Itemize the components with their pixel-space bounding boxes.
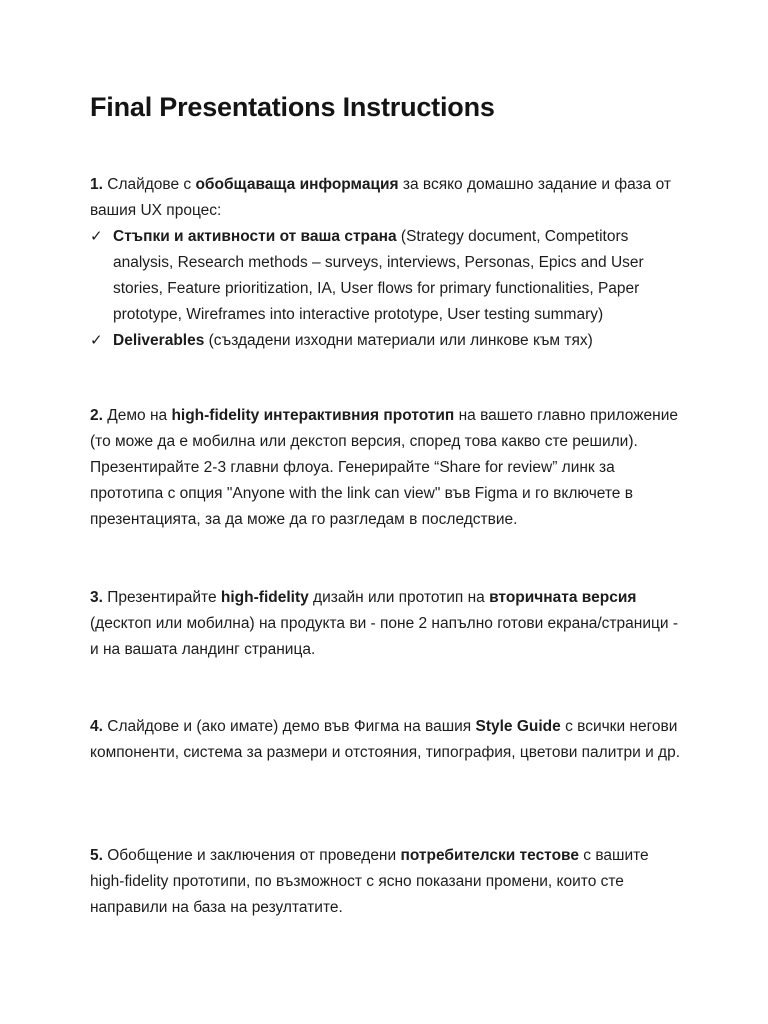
section-text: (десктоп или мобилна) на продукта ви - поне 2 напълно готови екрана/страници - и на вашата ландинг страница. — [90, 615, 678, 658]
section-3 — [90, 585, 680, 663]
section-4 — [90, 714, 680, 766]
section-emphasis: high-fidelity интерактивния прототип — [171, 407, 455, 424]
section-emphasis: Style Guide — [475, 718, 561, 735]
section-text: Презентирайте — [102, 589, 221, 606]
section-number: 5. — [90, 847, 103, 864]
deliverables-checklist — [90, 224, 680, 354]
section-text: дизайн или прототип на — [308, 589, 490, 606]
section-5 — [90, 843, 680, 921]
section-text: с вашите high-fidelity прототипи, по възможност с ясно показани промени, които сте направили на база на резултатите. — [90, 847, 649, 916]
checkmark-icon: ✓ — [90, 228, 103, 245]
section-number: 2. — [90, 407, 103, 424]
section-emphasis: потребителски тестове — [400, 847, 579, 864]
section-emphasis: обобщаваща информация — [195, 176, 399, 193]
section-emphasis: вторичната версия — [489, 589, 637, 606]
section-text: Слайдове и (ако имате) демо във Фигма на вашия — [102, 718, 476, 735]
checklist-item-text: (създадени изходни материали или линкове към тях) — [204, 332, 593, 349]
section-number: 4. — [90, 718, 103, 735]
section-2 — [90, 403, 680, 533]
document-title: Final Presentations Instructions — [90, 92, 495, 122]
section-text: за всяко домашно задание и фаза от вашия UX процес: — [90, 176, 671, 219]
section-emphasis: high-fidelity — [220, 589, 309, 606]
section-text: Слайдове с — [102, 176, 196, 193]
section-number: 1. — [90, 176, 103, 193]
section-1 — [90, 172, 680, 354]
section-text: с всички негови компоненти, система за размери и отстояния, типография, цветови палитри и др. — [90, 718, 680, 761]
section-1-intro — [90, 172, 680, 224]
checklist-item-deliverables — [90, 328, 680, 354]
section-number: 3. — [90, 589, 103, 606]
section-text: Обобщение и заключения от проведени — [102, 847, 401, 864]
checkmark-icon: ✓ — [90, 332, 103, 349]
section-text: Демо на — [102, 407, 172, 424]
checklist-item-steps — [90, 224, 680, 328]
checklist-item-emphasis: Стъпки и активности от ваша страна — [113, 228, 397, 245]
checklist-item-emphasis: Deliverables — [113, 332, 205, 349]
checklist-item-text: (Strategy document, Competitors analysis, Research methods – surveys, interviews, Personas, Epics and User stories, Feature prioritization, IA, User flows for primary functionalities, Paper prototype, Wireframes into interactive prototype, User testing summary) — [113, 228, 644, 323]
section-text: на вашето главно приложение (то може да е мобилна или декстоп версия, според това какво сте решили). Презентирайте 2-3 главни флоуа. Генерирайте “Share for review” линк за прототипа с опция "Anyone with the link can view" във Figma и го включете в презентацията, за да може да го разгледам в последствие. — [90, 407, 679, 528]
